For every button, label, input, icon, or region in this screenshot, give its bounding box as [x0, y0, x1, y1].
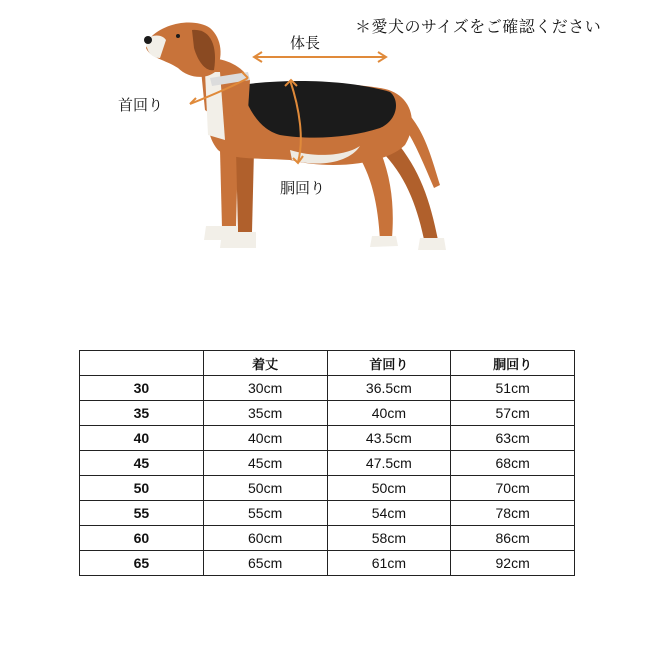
table-row: [80, 501, 575, 526]
chest-cell: 86cm: [451, 526, 575, 551]
size-check-note: ＊愛犬のサイズをご確認ください: [355, 17, 602, 36]
length-cell: 35cm: [203, 401, 327, 426]
neck-cell: 61cm: [327, 551, 451, 576]
chest-label: 胴回り: [280, 179, 326, 197]
table-row: [80, 376, 575, 401]
size-chart-table: [79, 350, 575, 576]
size-cell: 65: [80, 551, 204, 576]
neck-cell: 58cm: [327, 526, 451, 551]
header-length: 着丈: [203, 351, 327, 376]
table-row: [80, 401, 575, 426]
size-cell: 30: [80, 376, 204, 401]
size-cell: 50: [80, 476, 204, 501]
chest-cell: 70cm: [451, 476, 575, 501]
size-cell: 40: [80, 426, 204, 451]
table-header-row: [80, 351, 575, 376]
dog-illustration: [0, 0, 650, 270]
body-length-label: 体長: [290, 34, 321, 52]
table-row: [80, 426, 575, 451]
length-cell: 30cm: [203, 376, 327, 401]
measurement-figure: [0, 0, 650, 270]
table-row: [80, 451, 575, 476]
chest-cell: 57cm: [451, 401, 575, 426]
table-row: [80, 526, 575, 551]
neck-cell: 40cm: [327, 401, 451, 426]
chest-cell: 92cm: [451, 551, 575, 576]
length-cell: 55cm: [203, 501, 327, 526]
neck-cell: 50cm: [327, 476, 451, 501]
size-cell: 35: [80, 401, 204, 426]
neck-cell: 36.5cm: [327, 376, 451, 401]
chest-cell: 68cm: [451, 451, 575, 476]
header-neck: 首回り: [327, 351, 451, 376]
header-size: [80, 351, 204, 376]
length-cell: 60cm: [203, 526, 327, 551]
length-cell: 50cm: [203, 476, 327, 501]
length-cell: 65cm: [203, 551, 327, 576]
table-row: [80, 476, 575, 501]
neck-label: 首回り: [118, 96, 164, 114]
header-chest: 胴回り: [451, 351, 575, 376]
length-cell: 45cm: [203, 451, 327, 476]
table-row: [80, 551, 575, 576]
length-cell: 40cm: [203, 426, 327, 451]
chest-cell: 63cm: [451, 426, 575, 451]
neck-cell: 54cm: [327, 501, 451, 526]
neck-cell: 43.5cm: [327, 426, 451, 451]
size-cell: 55: [80, 501, 204, 526]
size-cell: 60: [80, 526, 204, 551]
size-cell: 45: [80, 451, 204, 476]
chest-cell: 78cm: [451, 501, 575, 526]
chest-cell: 51cm: [451, 376, 575, 401]
neck-cell: 47.5cm: [327, 451, 451, 476]
